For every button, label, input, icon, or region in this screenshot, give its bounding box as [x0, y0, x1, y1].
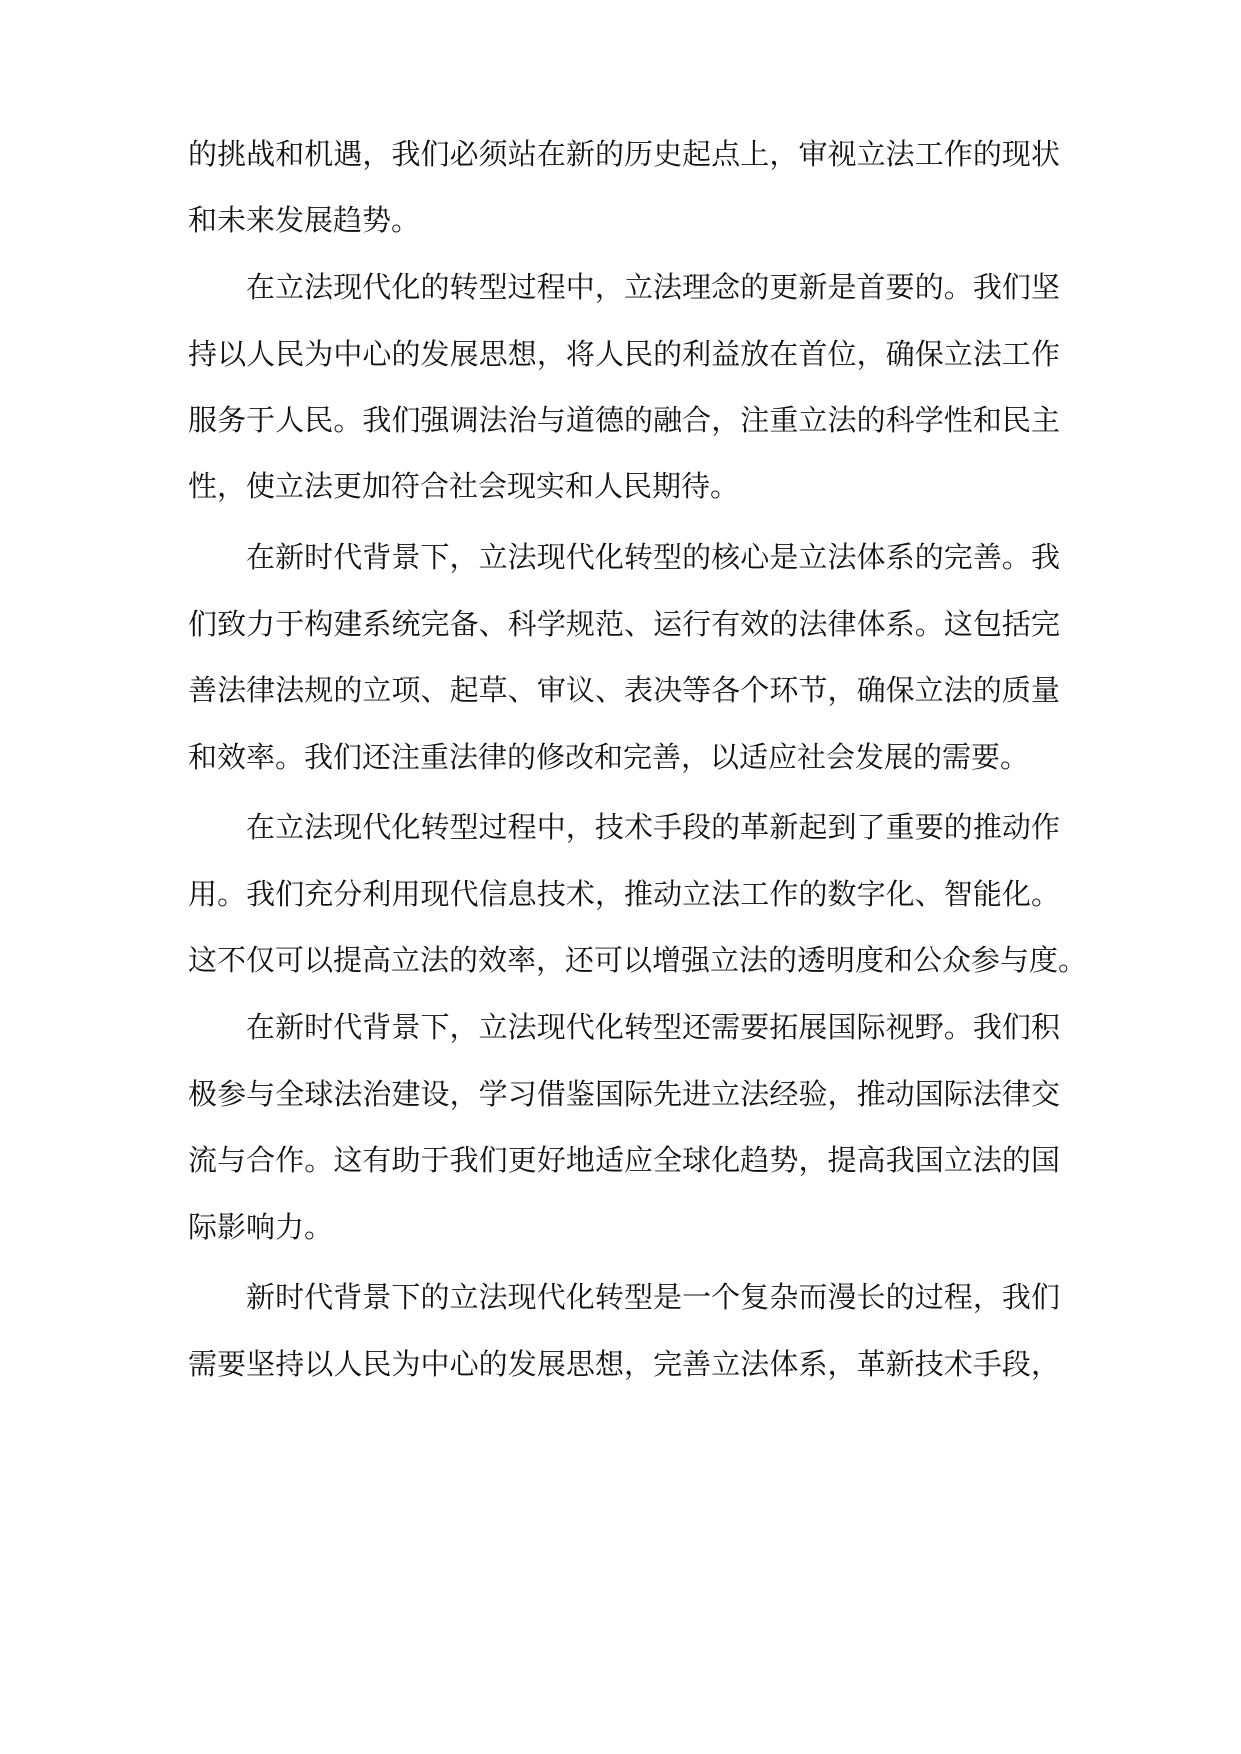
text-line: 这不仅可以提高立法的效率，还可以增强立法的透明度和公众参与度。: [188, 943, 1088, 977]
text-line: 流与合作。这有助于我们更好地适应全球化趋势，提高我国立法的国: [188, 1143, 1060, 1177]
paragraph-first-line: 在新时代背景下，立法现代化转型的核心是立法体系的完善。我: [246, 540, 1060, 574]
paragraph-first-line: 在立法现代化转型过程中，技术手段的革新起到了重要的推动作: [246, 810, 1060, 844]
text-line: 用。我们充分利用现代信息技术，推动立法工作的数字化、智能化。: [188, 877, 1060, 911]
text-line: 的挑战和机遇，我们必须站在新的历史起点上，审视立法工作的现状: [188, 137, 1060, 171]
text-line: 服务于人民。我们强调法治与道德的融合，注重立法的科学性和民主: [188, 403, 1060, 437]
text-line: 们致力于构建系统完备、科学规范、运行有效的法律体系。这包括完: [188, 607, 1060, 641]
text-line: 际影响力。: [188, 1210, 334, 1244]
text-line: 持以人民为中心的发展思想，将人民的利益放在首位，确保立法工作: [188, 337, 1060, 371]
paragraph-first-line: 新时代背景下的立法现代化转型是一个复杂而漫长的过程，我们: [246, 1280, 1060, 1314]
text-line: 和效率。我们还注重法律的修改和完善，以适应社会发展的需要。: [188, 740, 1030, 774]
text-line: 需要坚持以人民为中心的发展思想，完善立法体系，革新技术手段，: [188, 1347, 1060, 1381]
text-line: 善法律法规的立项、起草、审议、表决等各个环节，确保立法的质量: [188, 673, 1060, 707]
text-line: 极参与全球法治建设，学习借鉴国际先进立法经验，推动国际法律交: [188, 1077, 1060, 1111]
text-line: 性，使立法更加符合社会现实和人民期待。: [188, 469, 740, 503]
paragraph-first-line: 在新时代背景下，立法现代化转型还需要拓展国际视野。我们积: [246, 1010, 1060, 1044]
paragraph-first-line: 在立法现代化的转型过程中，立法理念的更新是首要的。我们坚: [246, 270, 1060, 304]
text-line: 和未来发展趋势。: [188, 203, 421, 237]
